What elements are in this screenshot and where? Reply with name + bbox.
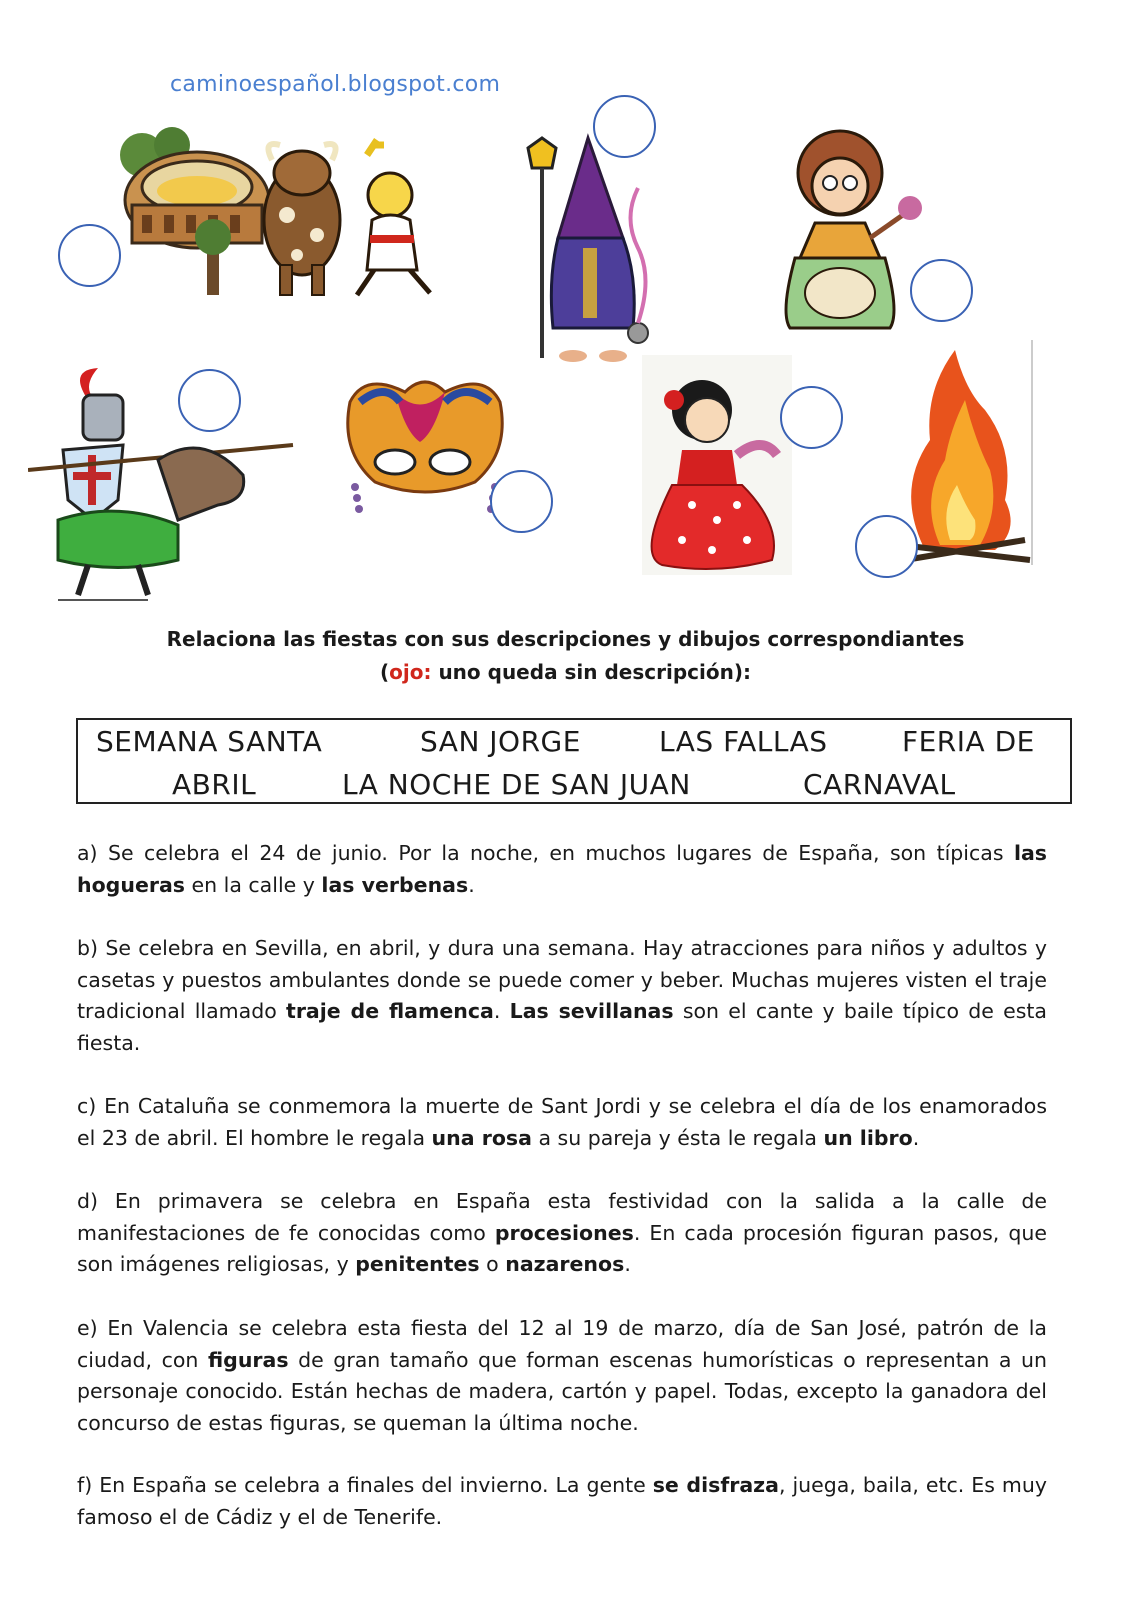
description-f: f) En España se celebra a finales del invierno. La gente se disfraza, juega, baila, etc. Es muy famoso el de Cádiz y el de Tenerife.	[77, 1473, 1047, 1529]
answer-circle[interactable]	[855, 515, 918, 578]
knight-illustration	[28, 360, 298, 610]
instruction-line-1: Relaciona las fiestas con sus descripciones y dibujos correspondiantes	[166, 627, 965, 651]
description-e: e) En Valencia se celebra esta fiesta del 12 al 19 de marzo, día de San José, patrón de la ciudad, con figuras de gran tamaño que forman escenas humorísticas o representan a un personaje conocido. Están hechas de madera, cartón y papel. Todas, excepto la ganadora del concurso de estas figuras, se queman la última noche.	[77, 1316, 1047, 1436]
flamenca-illustration	[642, 355, 792, 575]
site-url: caminoespañol.blogspot.com	[170, 72, 501, 97]
answer-circle[interactable]	[58, 224, 121, 287]
answer-circle[interactable]	[178, 369, 241, 432]
nazareno-illustration	[498, 128, 678, 368]
fiesta-abril: ABRIL	[172, 768, 257, 801]
fiesta-noche-san-juan: LA NOCHE DE SAN JUAN	[342, 768, 691, 801]
fiesta-semana-santa: SEMANA SANTA	[96, 725, 323, 758]
answer-circle[interactable]	[910, 259, 973, 322]
fiesta-las-fallas: LAS FALLAS	[659, 725, 828, 758]
answer-circle[interactable]	[490, 470, 553, 533]
bull-bullring-illustration	[112, 125, 452, 305]
answer-circle[interactable]	[780, 386, 843, 449]
description-c: c) En Cataluña se conmemora la muerte de Sant Jordi y se celebra el día de los enamorados el 23 de abril. El hombre le regala una rosa a su pareja y ésta le regala un libro.	[77, 1094, 1047, 1150]
carnival-mask-illustration	[335, 372, 515, 522]
fiestas-box	[76, 718, 1072, 804]
answer-circle[interactable]	[593, 95, 656, 158]
description-b: b) Se celebra en Sevilla, en abril, y dura una semana. Hay atracciones para niños y adultos y casetas y puestos ambulantes donde se puede comer y beber. Muchas mujeres visten el traje tradicional llamado traje de flamenca. Las sevillanas son el cante y baile típico de esta fiesta.	[77, 936, 1047, 1056]
description-a: a) Se celebra el 24 de junio. Por la noche, en muchos lugares de España, son típicas las hogueras en la calle y las verbenas.	[77, 841, 1047, 897]
fiesta-carnaval: CARNAVAL	[803, 768, 956, 801]
description-d: d) En primavera se celebra en España esta festividad con la salida a la calle de manifestaciones de fe conocidas como procesiones. En cada procesión figuran pasos, que son imágenes religiosas, y penitentes o nazarenos.	[77, 1189, 1047, 1277]
ojo-label: ojo:	[389, 660, 432, 684]
instruction-line-2: (ojo: uno queda sin descripción):	[380, 660, 751, 684]
fiesta-san-jorge: SAN JORGE	[420, 725, 581, 758]
fiesta-feria-de: FERIA DE	[902, 725, 1035, 758]
